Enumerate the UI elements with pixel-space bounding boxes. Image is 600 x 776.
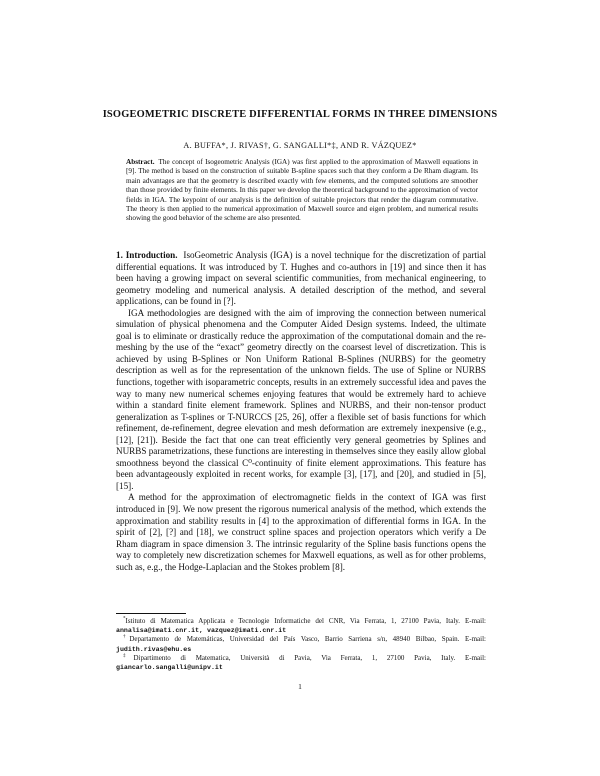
footnote-text: Departamento de Matemáticas, Universidad del País Vasco, Barrio Sarriena s/n, 48940 Bilbao, Spain. E-mail: (129, 635, 486, 644)
footnotes (116, 617, 486, 672)
abstract (126, 158, 478, 224)
intro-paragraph-1-text: IsoGeometric Analysis (IGA) is a novel technique for the discretization of partial differential equations. It was introduced by T. Hughes and co-authors in [19] and since then it has been having a growing impact on several scientific communities, from mechanical engineering, to geometry modeling and numerical analysis. A detailed description of the method, and several applications, can be found in [?]. (116, 250, 487, 307)
footnote-mark: † (123, 635, 130, 641)
intro-paragraph-1 (116, 250, 486, 308)
abstract-text: The concept of Isogeometric Analysis (IGA) was first applied to the approximation of Maxwell equations in [9]. The method is based on the construction of suitable B-spline spaces such that they conform a De Rham diagram. Its main advantages are that the geometry is described exactly with few elements, and the computed solutions are smoother than those provided by finite elements. In this paper we develop the theoretical background to the approximation of vector fields in IGA. The keypoint of our analysis is the definition of suitable projectors that render the diagram commutative. The theory is then applied to the numerical approximation of Maxwell source and eigen problem, and numerical results showing the good behavior of the scheme are also presented. (126, 158, 478, 223)
footnote-email: giancarlo.sangalli@unipv.it (116, 664, 223, 672)
footnote (116, 635, 486, 653)
footnote-email: annalisa@imati.cnr.it, vazquez@imati.cnr.it (116, 627, 287, 635)
footnote (116, 617, 486, 635)
intro-paragraph-2: IGA methodologies are designed with the aim of improving the connection between numerical simulation of physical phenomena and the Computer Aided Design systems. Indeed, the ultimate goal is to eliminate or drastically reduce the approximation of the computational domain and the re-meshing by the use of the “exact” geometry directly on the coarsest level of discretization. This is achieved by using B-Splines or Non Uniform Rational B-Splines (NURBS) for the geometry description as well as for the representation of the unknown fields. The use of Spline or NURBS functions, together with isoparametric concepts, results in an extremely successful idea and paves the way to many new numerical schemes enjoying features that would be extremely hard to achieve within a standard finite element framework. Splines and NURBS, and their non-tensor product generalization as T-splines or T-NURCCS [25, 26], offer a flexible set of basis functions for which refinement, de-refinement, degree elevation and mesh deformation are extremely inexpensive (e.g., [12], [21]). Beside the fact that one can treat efficiently very general geometries by Splines and NURBS parametrizations, these functions are interesting in themselves since they easily allow global smoothness beyond the classical C⁰-continuity of finite element approximations. This feature has been advantageously exploited in recent works, for example [3], [17], and [20], and studied in [5], [15]. (116, 307, 486, 491)
main-text (116, 250, 486, 573)
paper-title: ISOGEOMETRIC DISCRETE DIFFERENTIAL FORMS IN THREE DIMENSIONS (102, 109, 498, 120)
section-number: 1. (116, 250, 123, 260)
footnote-rule (116, 613, 186, 614)
footnote (116, 654, 486, 672)
intro-paragraph-3: A method for the approximation of electromagnetic fields in the context of IGA was first introduced in [9]. We now present the rigorous numerical analysis of the method, which extends the approximation and stability results in [4] to the approximation of differential forms in IGA. In the spirit of [2], [?] and [18], we construct spline spaces and projection operators which verify a De Rham diagram in space dimension 3. The intrinsic regularity of the Spline basis functions opens the way to completely new discretization schemes for Maxwell equations, as well as for other problems, such as, e.g., the Hodge-Laplacian and the Stokes problem [8]. (116, 492, 486, 572)
footnote-text: Dipartimento di Matematica, Università di Pavia, Via Ferrata, 1, 27100 Pavia, Italy. E-mail: (133, 653, 487, 662)
author-list: A. BUFFA*, J. RIVAS†, G. SANGALLI*‡, AND R. VÁZQUEZ* (183, 141, 417, 150)
footnote-text: Istituto di Matematica Applicata e Tecnologie Informatiche del CNR, Via Ferrata, 1, 27100 Pavia, Italy. E-mail: (125, 617, 486, 625)
footnote-mark: * (123, 616, 126, 622)
section-title: Introduction. (125, 250, 178, 260)
footnote-mark: ‡ (123, 653, 134, 659)
footnote-email: judith.rivas@ehu.es (116, 645, 192, 653)
abstract-label: Abstract. (126, 158, 155, 166)
page-number: 1 (298, 682, 302, 691)
